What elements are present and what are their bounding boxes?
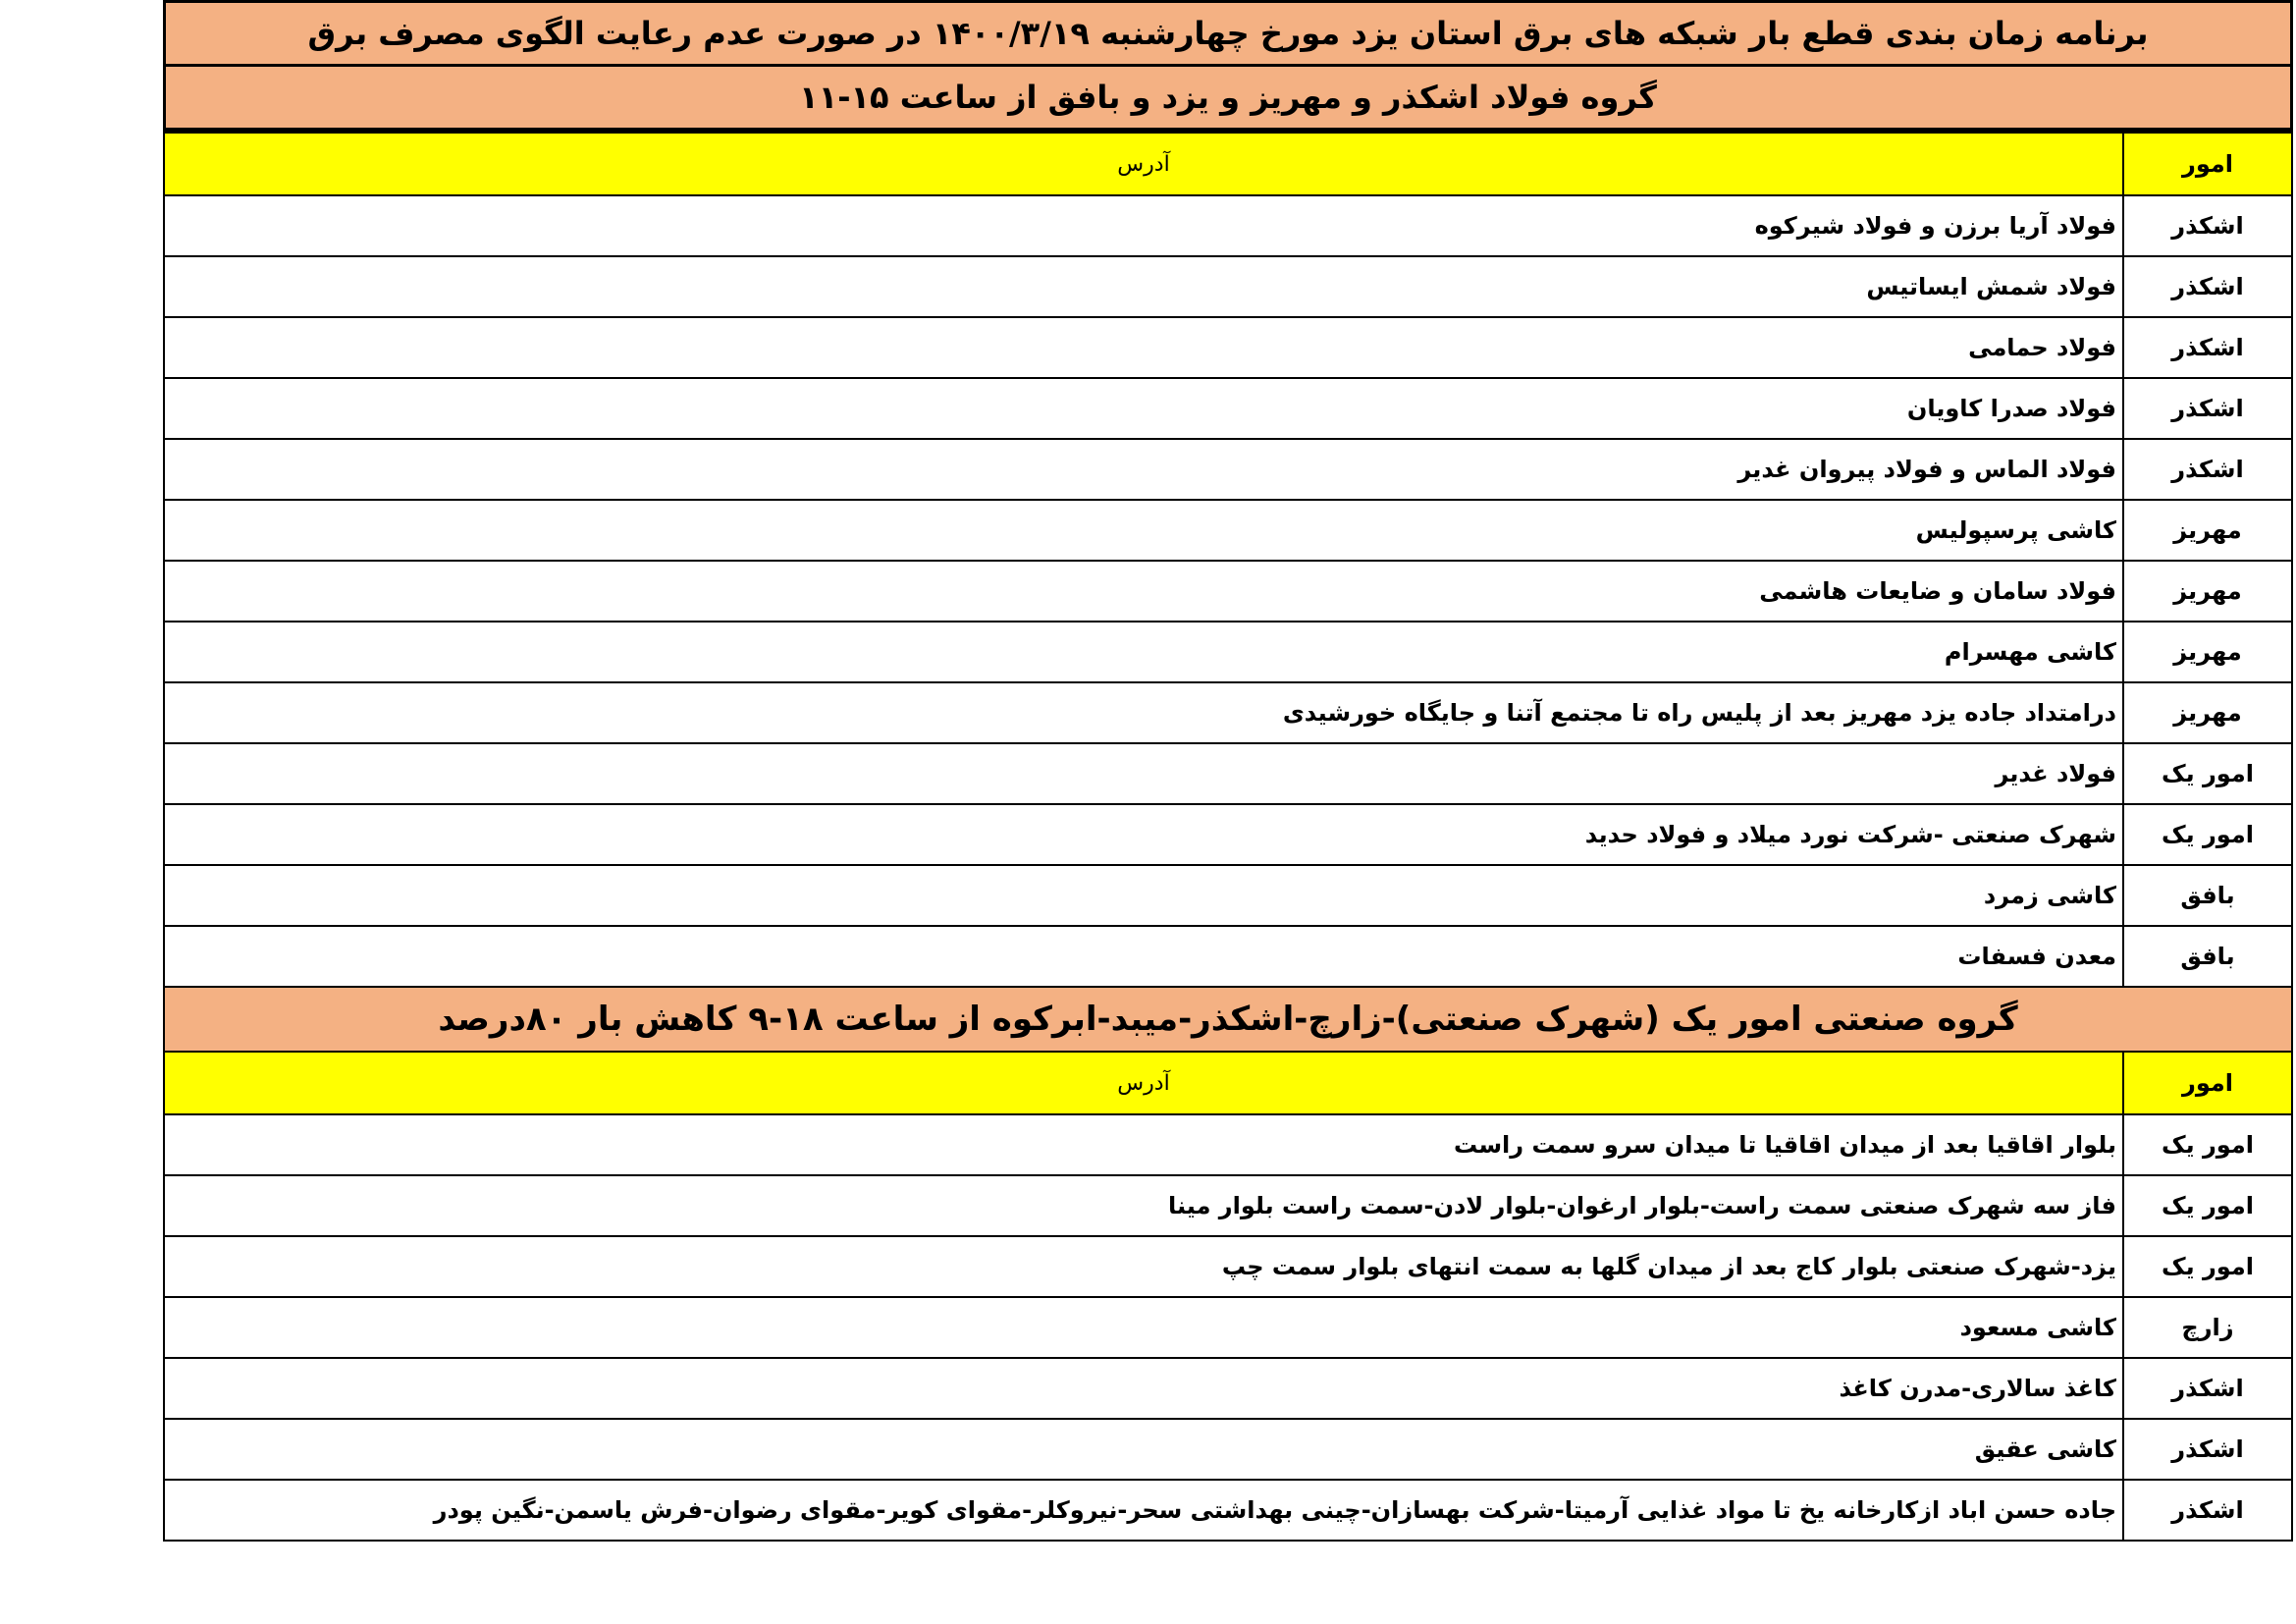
- address-cell: بلوار اقاقیا بعد از میدان اقاقیا تا میدان سرو سمت راست: [164, 1114, 2123, 1175]
- address-cell: فولاد آریا برزن و فولاد شیرکوه: [164, 195, 2123, 256]
- department-cell: اشکذر: [2123, 439, 2292, 500]
- address-cell: کاشی مسعود: [164, 1297, 2123, 1358]
- table-row: [164, 1297, 2292, 1358]
- table-row: [164, 378, 2292, 439]
- address-cell: معدن فسفات: [164, 926, 2123, 987]
- table-row: [164, 256, 2292, 317]
- table-row: [164, 439, 2292, 500]
- department-cell: اشکذر: [2123, 1480, 2292, 1541]
- department-cell: اشکذر: [2123, 317, 2292, 378]
- department-cell: اشکذر: [2123, 378, 2292, 439]
- table-row: [164, 682, 2292, 743]
- department-cell: اشکذر: [2123, 195, 2292, 256]
- group1-header-row: [164, 133, 2292, 195]
- table-row: [164, 317, 2292, 378]
- table-row: [164, 1358, 2292, 1419]
- department-cell: زارچ: [2123, 1297, 2292, 1358]
- table-row: [164, 926, 2292, 987]
- table-row: [164, 1419, 2292, 1480]
- address-cell: درامتداد جاده یزد مهریز بعد از پلیس راه تا مجتمع آتنا و جایگاه خورشیدی: [164, 682, 2123, 743]
- department-cell: امور یک: [2123, 1175, 2292, 1236]
- department-column-header: امور: [2123, 1052, 2292, 1114]
- department-cell: اشکذر: [2123, 1358, 2292, 1419]
- department-cell: اشکذر: [2123, 1419, 2292, 1480]
- address-cell: شهرک صنعتی -شرکت نورد میلاد و فولاد حدید: [164, 804, 2123, 865]
- table-row: [164, 1175, 2292, 1236]
- address-cell: فولاد غدیر: [164, 743, 2123, 804]
- address-cell: کاشی زمرد: [164, 865, 2123, 926]
- department-cell: اشکذر: [2123, 256, 2292, 317]
- table-row: [164, 743, 2292, 804]
- department-column-header: امور: [2123, 133, 2292, 195]
- address-cell: کاشی عقیق: [164, 1419, 2123, 1480]
- group1-table: [163, 132, 2293, 988]
- group1-title: گروه فولاد اشکذر و مهریز و یزد و بافق از ساعت ۱۵-۱۱: [163, 67, 2293, 132]
- department-cell: امور یک: [2123, 1114, 2292, 1175]
- department-cell: امور یک: [2123, 1236, 2292, 1297]
- table-row: [164, 1480, 2292, 1541]
- address-cell: کاغذ سالاری-مدرن کاغذ: [164, 1358, 2123, 1419]
- address-cell: فولاد شمش ایساتیس: [164, 256, 2123, 317]
- group2-header-row: [164, 1052, 2292, 1114]
- group2-body: [164, 1114, 2292, 1541]
- table-row: [164, 865, 2292, 926]
- address-cell: کاشی مهسرام: [164, 622, 2123, 682]
- department-cell: بافق: [2123, 865, 2292, 926]
- group1-body: [164, 195, 2292, 987]
- department-cell: امور یک: [2123, 804, 2292, 865]
- address-cell: کاشی پرسپولیس: [164, 500, 2123, 561]
- address-cell: فولاد حمامی: [164, 317, 2123, 378]
- address-cell: جاده حسن اباد ازکارخانه یخ تا مواد غذایی آرمیتا-شرکت بهسازان-چینی بهداشتی سحر-نیروکلر-مقوای کویر-مقوای رضوان-فرش یاسمن-نگین پودر: [164, 1480, 2123, 1541]
- table-row: [164, 195, 2292, 256]
- department-cell: مهریز: [2123, 500, 2292, 561]
- address-cell: فولاد صدرا کاویان: [164, 378, 2123, 439]
- schedule-sheet: [163, 0, 2293, 1542]
- page-title: برنامه زمان بندی قطع بار شبکه های برق استان یزد مورخ چهارشنبه ۱۴۰۰/۳/۱۹ در صورت عدم رعایت الگوی مصرف برق: [163, 0, 2293, 67]
- department-cell: مهریز: [2123, 561, 2292, 622]
- table-row: [164, 500, 2292, 561]
- group2-table: [163, 1051, 2293, 1542]
- department-cell: بافق: [2123, 926, 2292, 987]
- address-cell: یزد-شهرک صنعتی بلوار کاج بعد از میدان گلها به سمت انتهای بلوار سمت چپ: [164, 1236, 2123, 1297]
- group2-title: گروه صنعتی امور یک (شهرک صنعتی)-زارچ-اشکذر-میبد-ابرکوه از ساعت ۱۸-۹ کاهش بار ۸۰درصد: [163, 988, 2293, 1051]
- address-cell: فولاد سامان و ضایعات هاشمی: [164, 561, 2123, 622]
- table-row: [164, 1114, 2292, 1175]
- address-cell: فاز سه شهرک صنعتی سمت راست-بلوار ارغوان-بلوار لادن-سمت راست بلوار مینا: [164, 1175, 2123, 1236]
- table-row: [164, 622, 2292, 682]
- address-column-header: آدرس: [164, 1052, 2123, 1114]
- address-column-header: آدرس: [164, 133, 2123, 195]
- department-cell: امور یک: [2123, 743, 2292, 804]
- address-cell: فولاد الماس و فولاد پیروان غدیر: [164, 439, 2123, 500]
- table-row: [164, 804, 2292, 865]
- department-cell: مهریز: [2123, 682, 2292, 743]
- table-row: [164, 561, 2292, 622]
- table-row: [164, 1236, 2292, 1297]
- department-cell: مهریز: [2123, 622, 2292, 682]
